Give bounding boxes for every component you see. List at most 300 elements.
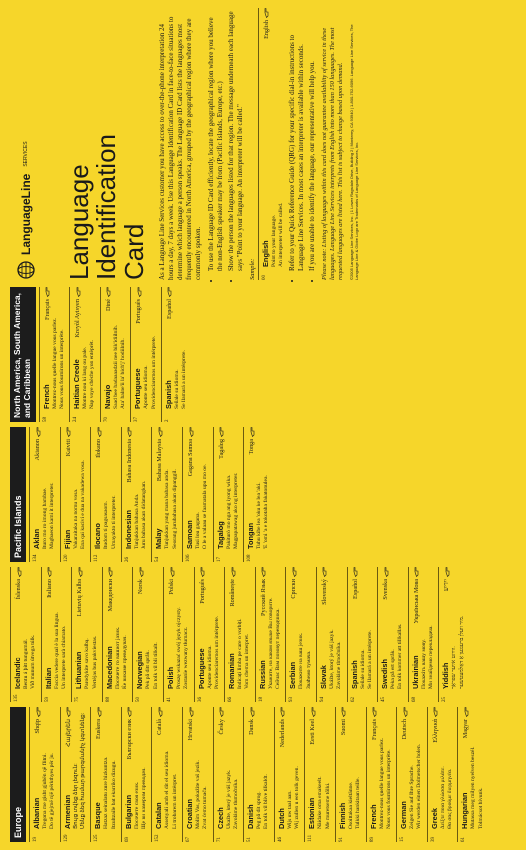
native-name-text: Kaiviti	[64, 439, 72, 457]
pointing-hand-icon	[264, 8, 269, 18]
language-number: 41	[166, 697, 172, 702]
message-line: Zostanie wezwany tłumacz.	[183, 626, 190, 689]
language-number: 18	[258, 697, 264, 702]
message-line: Wij zullen u een tolk geven.	[294, 766, 301, 829]
message-line: ווײַזט אײַער שפּראַך.	[451, 646, 458, 689]
pointing-hand-icon	[45, 287, 50, 297]
language-entry	[258, 8, 289, 280]
native-name-text: Shqip	[34, 719, 41, 734]
language-number: 108	[247, 554, 253, 562]
native-name-text: Bahasa Indonesia	[125, 439, 133, 483]
native-name-text: Português	[135, 299, 143, 324]
pointing-hand-icon	[414, 567, 419, 577]
message-line: Tusi lou gagana.	[195, 512, 202, 549]
message-line: Se llamará a un intérprete.	[181, 350, 188, 409]
message-line: Itzultzaile bat ekarriko dizugu.	[110, 760, 117, 829]
language-heading	[369, 707, 379, 829]
message-line: En tolk vil bli tilkalt.	[152, 642, 159, 689]
message-line: Magbaeon kami it interpreter.	[49, 482, 56, 549]
language-entry	[39, 287, 70, 422]
native-name-text: Íslenska	[15, 579, 22, 600]
language-number: 45	[381, 697, 387, 702]
language-heading	[135, 567, 145, 689]
message-line: Θα σας βρούμε διερμηνέα.	[447, 768, 454, 829]
native-name-text: English	[262, 20, 270, 39]
native-name-text: Suomi	[339, 719, 347, 736]
language-name: Croatian	[184, 799, 194, 829]
language-number: 26	[124, 557, 130, 562]
language-native-name	[15, 567, 23, 599]
language-name: French	[41, 384, 51, 409]
language-number: 135	[14, 694, 19, 702]
language-heading	[380, 567, 390, 689]
message-line: Providenciaremos um intérprete.	[150, 335, 157, 409]
language-number: 112	[94, 554, 100, 562]
message-line: Se llamará a un intérprete.	[366, 630, 373, 689]
language-heading	[216, 427, 226, 549]
native-name-text: Gagana Samoa	[186, 439, 194, 477]
language-number: 75	[75, 697, 81, 702]
sample-label: Sample:	[248, 258, 256, 280]
language-number: 36	[197, 697, 203, 702]
language-number: 69	[124, 837, 130, 842]
message-line: Montrez-nous quelle langue vous parlez.	[378, 737, 385, 829]
language-entry	[161, 287, 192, 422]
pointing-hand-icon	[433, 707, 438, 717]
language-number: 106	[185, 554, 191, 562]
pointing-hand-icon	[158, 707, 163, 717]
message-line: En tolk kommer att tillkallas.	[397, 623, 404, 689]
language-number: 00	[261, 275, 267, 280]
language-name: Portuguese	[196, 648, 206, 689]
globe-logo-icon	[16, 260, 36, 280]
language-entry	[121, 707, 152, 842]
pointing-hand-icon	[170, 567, 175, 577]
language-name: Navajo	[102, 384, 112, 409]
pointing-hand-icon	[250, 427, 255, 437]
language-heading	[42, 287, 52, 409]
language-name: Russian	[257, 660, 267, 689]
pacific-column	[10, 427, 518, 562]
message-line: Faccia vedere qual è la sua lingua.	[53, 612, 60, 689]
native-name-text: Deutsch	[401, 719, 409, 740]
message-line: Magpapatawag ako ng interpreter.	[232, 472, 239, 549]
message-line: Zavoláme tlumočníka.	[232, 778, 239, 829]
pointing-hand-icon	[372, 707, 377, 717]
native-name-text: Русский Язык	[259, 579, 267, 616]
pointing-hand-icon	[189, 707, 194, 717]
language-heading	[74, 567, 84, 689]
message-line: Vertėjas bus pakviestas.	[91, 635, 98, 689]
language-entry	[182, 427, 213, 562]
language-heading	[185, 427, 195, 549]
pointing-hand-icon	[189, 427, 194, 437]
language-heading	[319, 567, 329, 689]
language-native-name	[74, 287, 82, 337]
message-line: Vom chema un interpret.	[244, 633, 251, 689]
language-number: 91	[338, 837, 344, 842]
language-name: French	[368, 804, 378, 829]
language-heading	[103, 287, 113, 409]
native-name-text: Català	[156, 719, 164, 735]
language-entry	[151, 427, 182, 562]
language-heading	[133, 287, 143, 409]
language-name: Czech	[215, 807, 225, 829]
message-line: Umayakto ti interpreter.	[110, 495, 117, 549]
language-heading	[105, 567, 115, 689]
section-header-pacific-islands: Pacific Islands	[10, 427, 26, 562]
native-name-text: Македонски	[106, 579, 114, 612]
pointing-hand-icon	[231, 567, 236, 577]
message-line: Assenyali amb el dit el seu idioma.	[164, 750, 171, 829]
language-entry	[285, 567, 316, 702]
language-entry	[243, 427, 274, 562]
message-line: Vakaraitaka na nomu vosa.	[72, 488, 79, 549]
language-number: 25	[442, 697, 448, 702]
message-line: Peka på ert språk.	[390, 649, 397, 689]
language-number: 93	[289, 697, 295, 702]
language-name: Greek	[429, 808, 439, 829]
language-entry	[224, 567, 255, 702]
native-name-text: Italiano	[45, 579, 53, 598]
message-line: Ukažte, který je váš jazyk.	[225, 769, 232, 829]
pointing-hand-icon	[384, 567, 389, 577]
language-number: 120	[63, 554, 69, 562]
language-number: 94	[319, 697, 325, 702]
language-heading	[44, 567, 54, 689]
language-entry	[71, 567, 102, 702]
language-name: Aklan	[32, 528, 41, 549]
pointing-hand-icon	[78, 567, 83, 577]
section-header-americas: North America, South America, and Caribbean	[10, 287, 36, 422]
pointing-hand-icon	[66, 707, 71, 717]
language-heading	[13, 567, 23, 689]
logo-subtext: SERVICES	[23, 141, 29, 167]
language-heading	[338, 707, 348, 829]
language-native-name	[187, 427, 195, 476]
message-line: Δείξτε ποια γλώσσα μιλάτε.	[439, 766, 446, 829]
language-entry	[316, 567, 347, 702]
language-entry	[457, 707, 488, 842]
native-name-text: Español	[351, 579, 359, 599]
language-heading	[93, 427, 103, 549]
language-number: 24	[73, 417, 79, 422]
language-name: Norwegian	[135, 651, 145, 689]
language-entry	[182, 707, 213, 842]
message-line: Parodykite savo kalbą.	[84, 638, 91, 689]
language-heading	[411, 567, 421, 689]
language-name: Spanish	[163, 380, 173, 409]
native-name-text: Ελληνικά	[431, 719, 439, 743]
language-native-name	[76, 567, 84, 616]
language-native-name	[44, 287, 52, 320]
language-number: 111	[308, 834, 314, 842]
native-name-text: Românește	[229, 579, 237, 607]
language-heading	[166, 567, 176, 689]
language-native-name	[321, 567, 329, 605]
language-name: Icelandic	[13, 657, 22, 689]
americas-column	[10, 287, 518, 422]
language-number: 46	[277, 837, 283, 842]
message-line: Indicați limba pe care o vorbiți.	[237, 618, 244, 689]
message-line: Hatzaz seinalatu zure hizkuntza.	[103, 756, 110, 829]
language-entry	[366, 707, 397, 842]
pointing-hand-icon	[97, 427, 102, 437]
message-line: Li trobarem un intèrpret.	[171, 773, 178, 829]
instruction-item: • If you are unable to identify the language, our representative will help you.	[308, 8, 317, 271]
language-native-name	[248, 427, 256, 454]
language-number: 67	[185, 837, 191, 842]
message-line: Tulkki hankitaan teille.	[355, 777, 362, 829]
language-heading	[350, 567, 360, 689]
language-name: Basque	[93, 802, 103, 829]
language-entry	[427, 707, 458, 842]
language-heading	[93, 707, 103, 829]
language-number: 61	[461, 837, 467, 842]
native-name-text: Česky	[217, 719, 225, 735]
message-line: Bentu á þitt tungumál.	[23, 638, 30, 689]
pointing-hand-icon	[137, 287, 142, 297]
language-heading	[307, 707, 317, 829]
message-line: Við munum útvega túlk.	[30, 634, 37, 689]
language-native-name	[279, 707, 287, 747]
language-name: Lithuanian	[74, 651, 84, 689]
message-line: O le a valaau se faamatala upu mo oe.	[202, 464, 209, 549]
americas-list	[39, 287, 192, 422]
native-name-text: Slovenský	[320, 579, 328, 605]
language-name: Spanish	[349, 660, 359, 689]
language-entry	[335, 707, 366, 842]
language-heading	[246, 427, 256, 549]
logo-text: LanguageLine	[19, 173, 33, 255]
language-entry	[132, 567, 163, 702]
intro-panel	[10, 8, 518, 280]
native-name-text: Español	[165, 299, 173, 319]
language-heading	[430, 707, 440, 829]
message-line: Ще ви намерим преводач.	[141, 767, 148, 829]
message-line: Näidake oma emakeelt.	[317, 776, 324, 829]
native-name-text: Српски	[290, 579, 298, 599]
message-line: Wijs uw taal aan.	[286, 790, 293, 829]
instruction-item: • Show the person the languages listed for that region. The message underneath each language says "Point to your language. An interpreter will be called."	[227, 8, 245, 271]
language-heading	[460, 707, 470, 829]
language-entry	[90, 707, 121, 842]
language-number: 15	[400, 837, 406, 842]
message-line: Ми знайдемо перекладача.	[428, 625, 435, 689]
language-entry	[243, 707, 274, 842]
language-number: 89	[369, 837, 375, 842]
language-name: Ilocano	[93, 523, 103, 549]
language-name: Malay	[154, 528, 164, 549]
native-name-text: Nederlands	[278, 719, 286, 748]
native-name-text: Ilokano	[95, 439, 103, 458]
language-name: Portuguese	[133, 368, 143, 409]
native-name-text: Français	[370, 719, 378, 740]
language-number: 59	[44, 697, 50, 702]
language-number: 58	[42, 417, 48, 422]
language-name: Samoan	[184, 520, 194, 549]
native-name-text: יידיש	[443, 579, 451, 592]
language-native-name	[340, 707, 348, 735]
language-name: Estonian	[307, 797, 317, 829]
language-entry	[29, 707, 60, 842]
language-heading	[258, 567, 268, 689]
pointing-hand-icon	[280, 707, 285, 717]
language-native-name	[168, 567, 176, 594]
language-name: Swedish	[380, 659, 390, 689]
message-line: Nous vous fournirons un interprète.	[58, 329, 65, 409]
message-line: Mutassa meg milyen nyelven beszél.	[470, 746, 477, 829]
language-heading	[399, 707, 409, 829]
message-line: Me muretseme tõlki.	[324, 782, 331, 829]
title-line: Card	[118, 223, 149, 280]
language-entry	[102, 567, 133, 702]
language-entry	[90, 427, 121, 562]
language-name: Ukrainian	[410, 655, 420, 689]
message-line: Pakiturò mo nga ang iyong wika.	[225, 474, 232, 549]
pointing-hand-icon	[464, 707, 469, 717]
language-name: Macedonian	[104, 646, 114, 689]
pointing-hand-icon	[167, 287, 172, 297]
language-native-name	[260, 567, 268, 616]
language-entry	[69, 287, 100, 422]
language-native-name	[401, 707, 409, 739]
language-native-name	[263, 8, 271, 39]
native-name-text: Français	[43, 299, 51, 320]
language-name: Indonesian	[123, 509, 133, 549]
language-name: Catalan	[154, 802, 164, 829]
sample-entry-wrapper	[258, 8, 289, 280]
pointing-hand-icon	[219, 427, 224, 437]
language-entry	[10, 567, 41, 702]
language-entry	[130, 287, 161, 422]
language-entry	[438, 567, 469, 702]
message-line: Proszę wskazać swój język ojczysty.	[176, 607, 183, 689]
language-name: Fijian	[62, 529, 72, 549]
language-number: 39	[430, 837, 436, 842]
language-number: 37	[134, 417, 140, 422]
language-native-name	[309, 707, 317, 745]
native-name-text: Kreyòl Ayisyen	[74, 299, 82, 338]
pointing-hand-icon	[353, 567, 358, 577]
message-line: Seorang jurubahasa akan dipanggil.	[171, 469, 178, 549]
language-heading	[72, 287, 82, 409]
message-line: Сейчас Вам позовут переводчика.	[275, 608, 282, 689]
message-line: Do të gjejmë një përkthyes për ju.	[49, 753, 56, 829]
pointing-hand-icon	[127, 427, 132, 437]
pointing-hand-icon	[322, 567, 327, 577]
section-header-europe: Europe	[10, 707, 26, 842]
language-number: 134	[33, 554, 38, 562]
message-line: Ena qai kacivi e dua na vakadewa vosa.	[79, 460, 86, 549]
language-name: English	[260, 240, 270, 267]
language-heading	[124, 707, 134, 829]
language-name: Yiddish	[441, 662, 451, 689]
pointing-hand-icon	[158, 427, 163, 437]
pointing-hand-icon	[219, 707, 224, 717]
language-number: 88	[105, 697, 111, 702]
message-line: Ituro mo ro imong hambae.	[42, 487, 49, 549]
message-line: Посочете го вашиот јазик.	[114, 626, 121, 689]
pointing-hand-icon	[261, 567, 266, 577]
language-name: Danish	[246, 804, 256, 829]
language-name: Tongan	[246, 522, 256, 549]
language-native-name	[95, 427, 103, 458]
message-line: Aponte seu idioma.	[206, 645, 213, 689]
language-native-name	[65, 427, 73, 456]
pointing-hand-icon	[36, 707, 41, 717]
language-entry	[121, 427, 152, 562]
message-line: Point to your language.	[270, 214, 277, 267]
message-line: Un interprete sarà chiamato.	[60, 625, 67, 689]
message-line: Մենք ձեզ համար թարգմանիչ կգտնենք:	[79, 712, 86, 829]
language-heading	[154, 427, 164, 549]
native-name-text: Bahasa Malaysia	[156, 439, 164, 482]
language-name: Haitian Creole	[72, 359, 82, 409]
language-name: Tagalog	[215, 521, 225, 549]
native-name-text: Diné	[104, 299, 112, 312]
language-native-name	[126, 707, 134, 759]
language-native-name	[166, 287, 174, 319]
message-line: Zvat ćemo tumača.	[202, 786, 209, 829]
message-line: Molim Vas, pokažite vaš jezik.	[195, 760, 202, 829]
language-entry	[60, 427, 91, 562]
message-line: Pek på ditt språk.	[145, 650, 152, 689]
native-name-text: Lietuvių Kalba	[76, 579, 84, 617]
language-heading	[164, 287, 174, 409]
language-native-name	[46, 567, 54, 598]
message-line: Señale su idioma.	[359, 649, 366, 689]
language-number: 51	[247, 837, 253, 842]
instruction-item: • To use the Language ID Card efficiently, locate the geographical region where you believe the non-English speaker may be from (Pacific Islands, Europe, etc.)	[207, 8, 225, 271]
language-name: Bulgarian	[123, 794, 133, 829]
language-entry	[408, 567, 439, 702]
message-line: Tolmácsot hívunk.	[477, 787, 484, 829]
language-entry	[274, 707, 305, 842]
language-number: 152	[155, 834, 161, 842]
language-name: German	[399, 801, 409, 829]
language-heading	[63, 427, 73, 549]
language-name: Slovak	[318, 665, 328, 689]
language-entry	[100, 287, 131, 422]
language-heading	[63, 707, 73, 829]
message-line: מיר וועלן ברענגען אַ דאָלמעטשער.	[458, 615, 465, 689]
language-number: 50	[136, 697, 142, 702]
native-name-text: Български език	[125, 719, 133, 760]
message-line: Зваћемо тумача.	[305, 650, 312, 689]
pointing-hand-icon	[250, 707, 255, 717]
message-line: Ќе викаме преведувач.	[122, 635, 129, 689]
message-line: 'E 'omi 'a e tokotaha fakatonulea.	[263, 475, 270, 549]
language-heading	[185, 707, 195, 829]
language-heading	[277, 707, 287, 829]
language-native-name	[34, 707, 42, 733]
pointing-hand-icon	[292, 567, 297, 577]
pointing-hand-icon	[97, 707, 102, 717]
pointing-hand-icon	[341, 707, 346, 717]
message-line: Укажите, на каком языке Вы говорите.	[267, 597, 274, 689]
native-name-text: Eesti Keel	[309, 719, 317, 745]
language-name: Italian	[43, 667, 53, 689]
native-name-text: Tonga	[248, 439, 256, 455]
language-native-name	[65, 707, 73, 747]
intro-paragraph: As a Language Line Services customer you have access to over-the-phone interpretation 24 hours a day, 7 days a week. Use this Language Identification Card in face-to-face situations to determine which language a person speaks. The Language ID Card lists the languages most frequently encountered in North America, grouped by the geographical region where they are commonly spoken.	[157, 16, 203, 280]
language-native-name	[413, 567, 421, 624]
language-native-name	[352, 567, 360, 599]
native-name-text: Akianon	[34, 439, 41, 461]
language-heading	[154, 707, 164, 829]
pointing-hand-icon	[47, 567, 52, 577]
